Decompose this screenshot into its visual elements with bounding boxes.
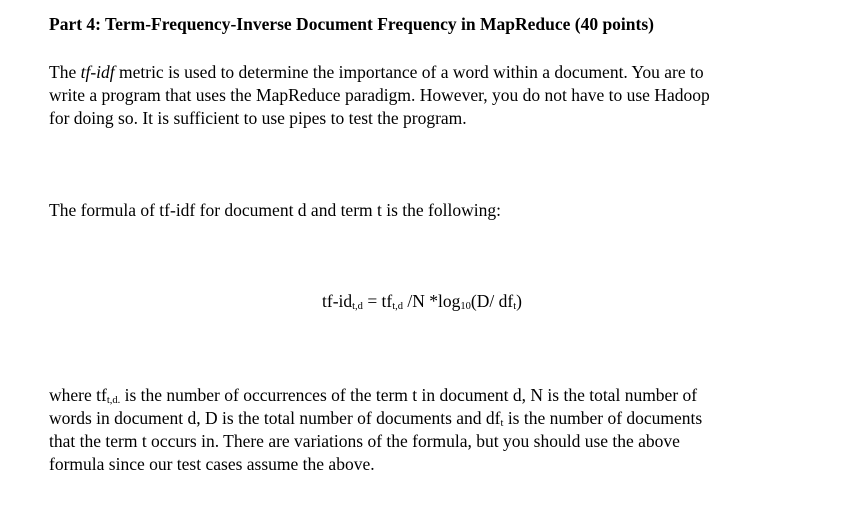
explanation-df-subscript: t <box>500 418 504 429</box>
formula-df-subscript: t <box>513 301 517 312</box>
formula-tf: = tf <box>362 291 393 311</box>
intro-line-2: write a program that uses the MapReduce paradigm. However, you do not have to use Hadoop <box>49 85 710 105</box>
formula-lhs: tf-id <box>322 291 353 311</box>
tf-idf-formula <box>322 290 522 313</box>
intro-line-1-start: The <box>49 62 81 82</box>
formula-close: ) <box>516 291 522 311</box>
intro-line-1 <box>49 61 839 84</box>
formula-tf-subscript: t,d <box>392 301 404 312</box>
section-heading: Part 4: Term-Frequency-Inverse Document Frequency in MapReduce (40 points) <box>49 14 654 34</box>
intro-paragraph <box>49 61 839 130</box>
explanation-line-1-end: is the number of occurrences of the term t in document d, N is the total number of <box>120 385 698 405</box>
formula-paren: (D/ df <box>470 291 514 311</box>
explanation-paragraph <box>49 384 839 476</box>
explanation-line-1-start: where tf <box>49 385 107 405</box>
formula-middle: /N *log <box>403 291 461 311</box>
explanation-line-2 <box>49 407 839 430</box>
tf-idf-term: tf-idf <box>80 62 115 82</box>
explanation-line-2-start: words in document d, D is the total number of documents and df <box>49 408 501 428</box>
formula-log-base: 10 <box>460 301 471 312</box>
formula-lhs-subscript: t,d <box>352 301 363 312</box>
explanation-line-1 <box>49 384 839 407</box>
explanation-line-2-end: is the number of documents <box>503 408 703 428</box>
intro-line-1-end: metric is used to determine the importance of a word within a document. You are to <box>114 62 704 82</box>
intro-line-3: for doing so. It is sufficient to use pipes to test the program. <box>49 108 467 128</box>
explanation-tf-subscript: t,d. <box>106 395 121 406</box>
formula-intro-text: The formula of tf-idf for document d and term t is the following: <box>49 200 501 220</box>
explanation-line-3: that the term t occurs in. There are variations of the formula, but you should use the above <box>49 431 680 451</box>
explanation-line-4: formula since our test cases assume the above. <box>49 454 375 474</box>
